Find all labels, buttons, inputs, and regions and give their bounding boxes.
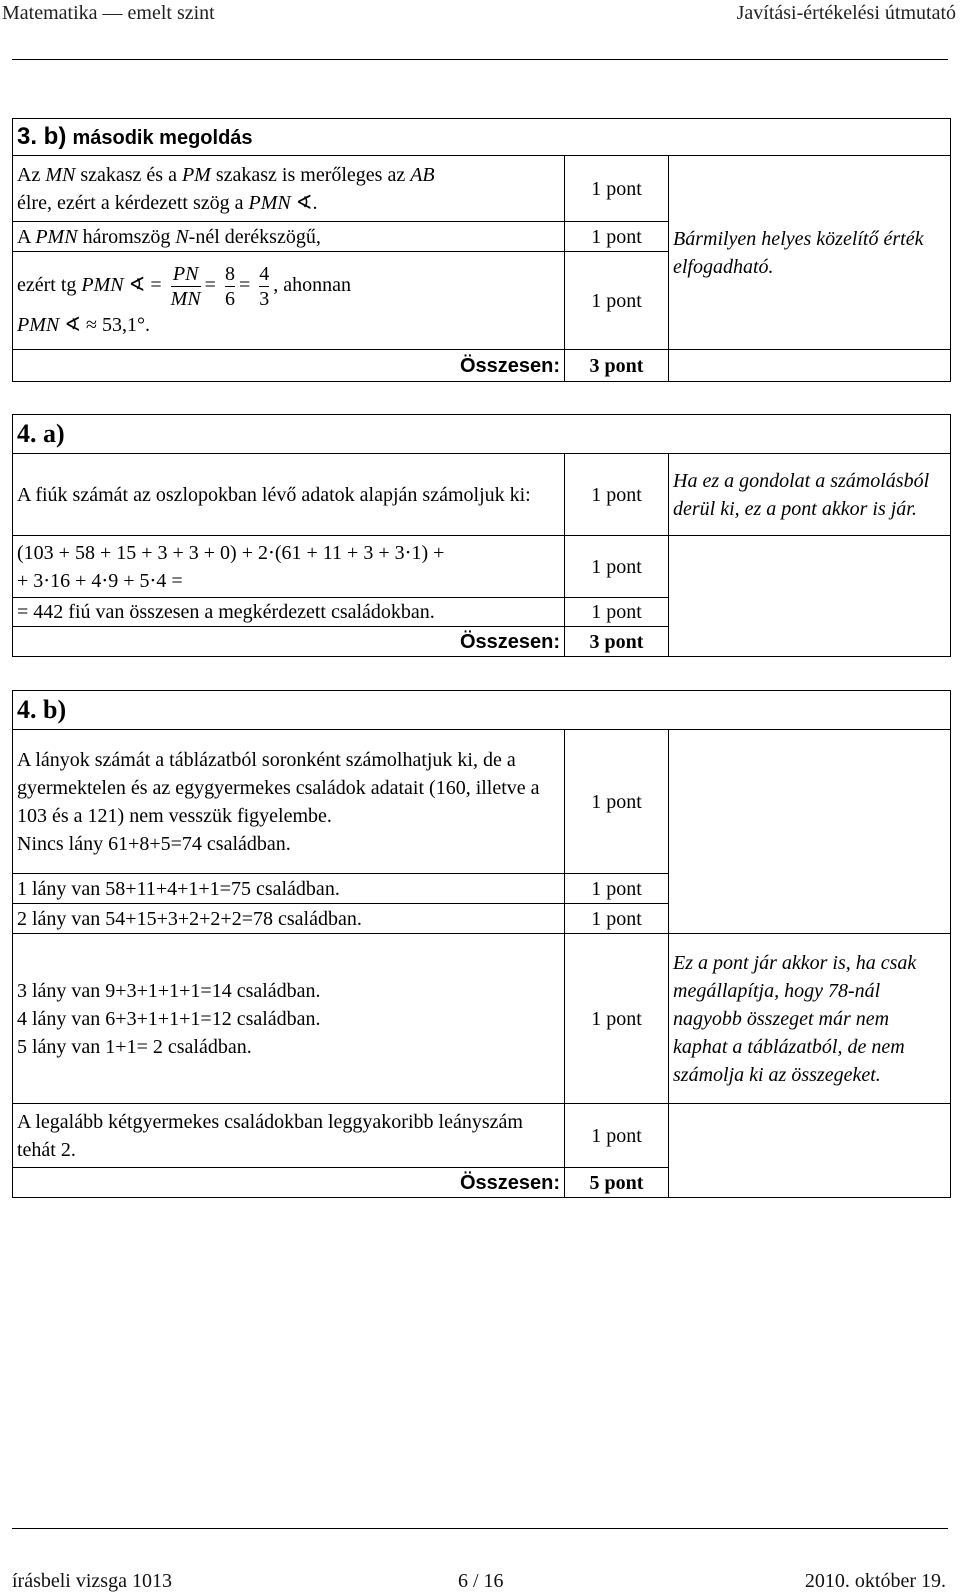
step-text: 1 lány van 58+11+4+1+1=75 családban.	[13, 874, 565, 904]
header-subject: Matematika — emelt szint	[2, 2, 215, 24]
step-text: 3 lány van 9+3+1+1+1=14 családban. 4 lány van 6+3+1+1+1=12 családban. 5 lány van 1+1= 2 családban.	[13, 934, 565, 1104]
section-4a-heading: 4. a)	[13, 415, 951, 454]
point-cell: 1 pont	[565, 934, 669, 1104]
footer-rule	[12, 1528, 948, 1529]
step-text: = 442 fiú van összesen a megkérdezett családokban.	[13, 598, 565, 627]
fraction: $\frac{PN}{MN}$	[170, 263, 201, 310]
fraction: $\frac{8}{6}$	[224, 263, 235, 310]
step-text: A fiúk számát az oszlopokban lévő adatok alapján számoljuk ki:	[13, 454, 565, 536]
total-label: Összesen:	[13, 1168, 565, 1198]
point-cell: 1 pont	[565, 730, 669, 874]
total-points: 3 pont	[565, 627, 669, 657]
footer-exam-code: írásbeli vizsga 1013	[12, 1570, 172, 1592]
total-points: 5 pont	[565, 1168, 669, 1198]
formula-step: ezért tg PMN ∢ = $\frac{PN}{MN}$ = $\frac{8}{6}$ = $\frac{4}{3}$ , ahonnan PMN ∢ ≈ 53,1°.	[13, 252, 565, 350]
grading-note: Ez a pont jár akkor is, ha csak megállapítja, hogy 78-nál nagyobb összeget már nem kaphat a táblázatból, de nem számolja ki az összegeket.	[669, 934, 951, 1104]
step-text: A PMN háromszög N-nél derékszögű,	[13, 222, 565, 252]
total-label: Összesen:	[13, 627, 565, 657]
footer-page-number: 6 / 16	[458, 1570, 504, 1592]
section-title: második megoldás	[72, 126, 253, 149]
point-cell: 1 pont	[565, 598, 669, 627]
step-text: A lányok számát a táblázatból soronként számolhatjuk ki, de a gyermektelen és az egygyermekes családok adatait (160, illetve a 103 és a 121) nem vesszük figyelembe. Nincs lány 61+8+5=74 családban.	[13, 730, 565, 874]
grading-note: Bármilyen helyes közelítő érték elfogadható.	[669, 156, 951, 350]
grading-note: Ha ez a gondolat a számolásból derül ki, ez a pont akkor is jár.	[669, 454, 951, 536]
step-text: Az MN szakasz és a PM szakasz is merőleges az AB élre, ezért a kérdezett szög a PMN ∢.	[13, 156, 565, 222]
header-rule	[12, 59, 948, 60]
point-cell: 1 pont	[565, 1104, 669, 1168]
point-cell: 1 pont	[565, 454, 669, 536]
section-4b-heading: 4. b)	[13, 691, 951, 730]
point-cell: 1 pont	[565, 156, 669, 222]
section-3b-heading	[13, 119, 951, 156]
step-text: (103 + 58 + 15 + 3 + 3 + 0) + 2⋅(61 + 11 + 3 + 3⋅1) + + 3⋅16 + 4⋅9 + 5⋅4 =	[13, 536, 565, 598]
fraction: $\frac{4}{3}$	[259, 263, 270, 310]
step-text: 2 lány van 54+15+3+2+2+2=78 családban.	[13, 904, 565, 934]
point-cell: 1 pont	[565, 874, 669, 904]
footer-date: 2010. október 19.	[804, 1570, 946, 1592]
section-4b-table	[12, 690, 951, 1198]
point-cell: 1 pont	[565, 904, 669, 934]
step-text: A legalább kétgyermekes családokban leggyakoribb leányszám tehát 2.	[13, 1104, 565, 1168]
section-4a-table	[12, 414, 951, 657]
section-3b-table	[12, 118, 951, 382]
point-cell: 1 pont	[565, 222, 669, 252]
page-header	[0, 0, 960, 30]
total-points: 3 pont	[565, 350, 669, 382]
point-cell: 1 pont	[565, 252, 669, 350]
point-cell: 1 pont	[565, 536, 669, 598]
total-label: Összesen:	[13, 350, 565, 382]
section-number: 3. b)	[17, 122, 67, 150]
header-doc-type: Javítási-értékelési útmutató	[736, 2, 956, 24]
